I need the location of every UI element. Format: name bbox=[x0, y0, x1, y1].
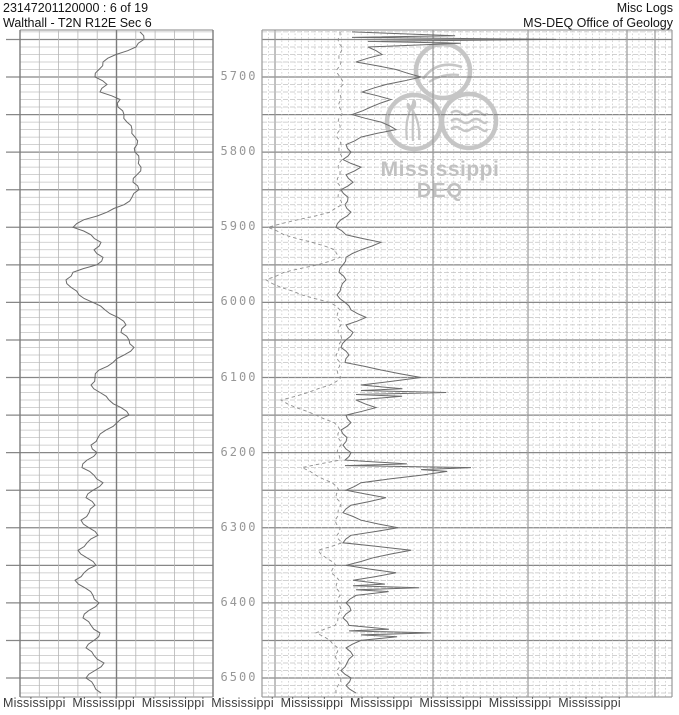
footer-watermark-row bbox=[0, 696, 679, 714]
footer-watermark-word: Mississippi bbox=[3, 696, 66, 710]
footer-watermark-word: Mississippi bbox=[280, 696, 344, 710]
deq-logo-waves bbox=[451, 127, 487, 131]
footer-watermark-word: Mississippi bbox=[350, 696, 413, 710]
well-location: Walthall - T2N R12E Sec 6 bbox=[3, 16, 152, 30]
watermark-deq: DEQ bbox=[416, 180, 464, 202]
depth-tick-label: 6500 bbox=[220, 670, 258, 684]
depth-tick-label: 6300 bbox=[220, 519, 258, 534]
footer-watermark-word: Mississippi bbox=[211, 696, 274, 710]
depth-tick-label: 6400 bbox=[220, 594, 258, 609]
depth-tick-label: 6000 bbox=[220, 294, 258, 309]
well-id-page-count: 23147201120000 : 6 of 19 bbox=[3, 1, 149, 15]
footer-watermark-word: Mississippi bbox=[488, 696, 552, 710]
footer-watermark-word: Mississippi bbox=[72, 696, 136, 710]
footer-watermark-word: Mississippi bbox=[558, 696, 621, 710]
depth-tick-label: 5900 bbox=[220, 219, 258, 234]
depth-tick-label: 5700 bbox=[220, 69, 258, 83]
watermark-mississippi: Mississippi bbox=[380, 158, 500, 181]
footer-watermark-word: Mississippi bbox=[141, 696, 205, 710]
deq-logo-circle-1 bbox=[416, 44, 470, 98]
depth-tick-label: 6100 bbox=[220, 369, 258, 384]
log-type-label: Misc Logs bbox=[616, 1, 673, 15]
footer-watermark-word: Mississippi bbox=[419, 696, 483, 710]
depth-tick-label: 5800 bbox=[220, 144, 258, 159]
agency-label: MS-DEQ Office of Geology bbox=[523, 16, 673, 30]
depth-tick-label: 6200 bbox=[220, 444, 258, 459]
